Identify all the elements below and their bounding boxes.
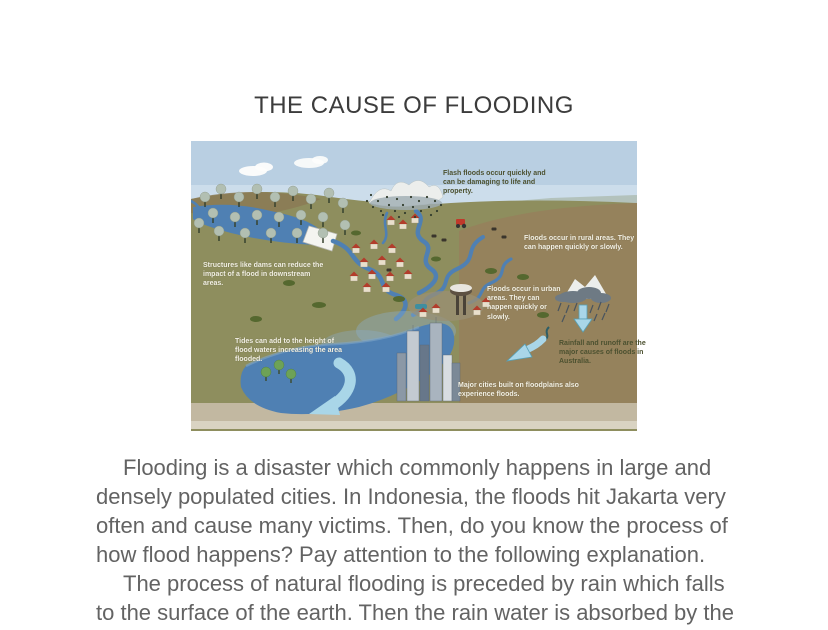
label-cities: Major cities built on floodplains also experience floods. — [458, 382, 579, 399]
label-rural: Floods occur in rural areas. They can happen quickly or slowly. — [524, 235, 635, 252]
article-text — [96, 453, 740, 627]
label-tides: Tides can add to the height of flood waters increasing the area flooded. — [235, 338, 342, 364]
label-urban: Floods occur in urban areas. They can happen quickly or slowly. — [487, 286, 561, 321]
paragraph-2: The process of natural flooding is preceded by rain which falls to the surface of the earth. Then the rain water is absorbed by the — [96, 571, 734, 625]
label-flash-floods: Flash floods occur quickly and can be damaging to life and property. — [443, 170, 546, 196]
label-rainfall: Rainfall and runoff are the major causes of floods in Australia. — [559, 340, 646, 366]
paragraph-1: Flooding is a disaster which commonly happens in large and densely populated cities. In Indonesia, the floods hit Jakarta very often and cause many victims. Then, do you know the process of how flood happens? Pay attention to the following explanation. — [96, 455, 728, 567]
page-title: THE CAUSE OF FLOODING — [254, 92, 574, 119]
flood-infographic — [191, 141, 646, 431]
label-dams: Structures like dams can reduce the impact of a flood in downstream areas. — [203, 262, 324, 288]
